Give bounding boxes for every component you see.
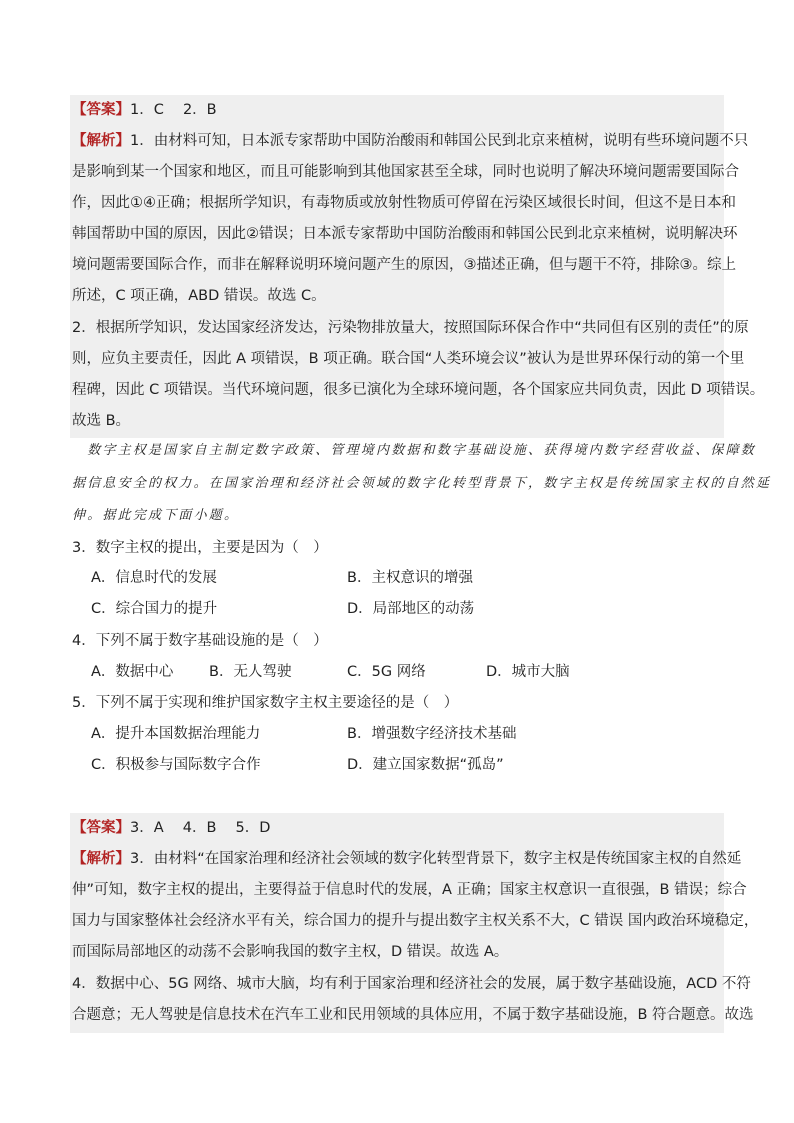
question-4-option-d: D．城市大脑 (486, 664, 570, 680)
question-3-stem: 3．数字主权的提出，主要是因为（ ） (72, 540, 328, 556)
preface-line: 伸。据此完成下面小题。 (72, 508, 240, 523)
answer-text: 3．A 4．B 5．D (130, 820, 271, 836)
question-5-option-c: C．积极参与国际数字合作 (91, 757, 261, 773)
preface-line: 数字主权是国家自主制定数字政策、管理境内数据和数字基础设施、获得境内数字经营收益、保障数 (72, 443, 757, 458)
question-3-option-c: C．综合国力的提升 (91, 601, 218, 617)
analysis-line: 合题意；无人驾驶是信息技术在汽车工业和民用领域的具体应用，不属于数字基础设施，B 符合题意。故选 (72, 1007, 754, 1023)
question-4-stem: 4．下列不属于数字基础设施的是（ ） (72, 633, 328, 649)
answer-block-1 (70, 95, 765, 438)
analysis-line: 而国际局部地区的动荡不会影响我国的数字主权，D 错误。故选 A。 (72, 944, 509, 960)
analysis-line: 故选 B。 (72, 413, 131, 429)
question-5-option-a: A．提升本国数据治理能力 (91, 726, 261, 742)
answer-line-2 (72, 817, 270, 839)
analysis-line: 2．根据所学知识，发达国家经济发达，污染物排放量大，按照国际环保合作中“共同但有区别的责任”的原 (72, 320, 749, 336)
question-4-option-a: A．数据中心 (91, 664, 174, 680)
analysis-line: 是影响到某一个国家和地区，而且可能影响到其他国家甚至全球，同时也说明了解决环境问题需要国际合 (72, 164, 739, 180)
question-5-option-b: B．增强数字经济技术基础 (347, 726, 517, 742)
preface-line: 据信息安全的权力。在国家治理和经济社会领域的数字化转型背景下，数字主权是传统国家主权的自然延 (72, 476, 772, 491)
analysis-line: 所述，C 项正确，ABD 错误。故选 C。 (72, 288, 326, 304)
question-5-stem: 5．下列不属于实现和维护国家数字主权主要途径的是（ ） (72, 695, 459, 711)
analysis-line (72, 130, 748, 152)
question-5-option-d: D．建立国家数据“孤岛” (347, 757, 504, 773)
analysis-text: 1．由材料可知，日本派专家帮助中国防治酸雨和韩国公民到北京来植树，说明有些环境问题不只 (130, 133, 749, 149)
analysis-line: 程碑，因此 C 项错误。当代环境问题，很多已演化为全球环境问题，各个国家应共同负责，因此 D 项错误。 (72, 382, 765, 398)
question-4-option-b: B．无人驾驶 (209, 664, 292, 680)
answer-block-2 (70, 813, 759, 1033)
question-4-option-c: C．5G 网络 (347, 664, 426, 680)
analysis-line: 4．数据中心、5G 网络、城市大脑，均有利于国家治理和经济社会的发展，属于数字基础设施，ACD 不符 (72, 976, 751, 992)
analysis-line: 国力与国家整体社会经济水平有关，综合国力的提升与提出数字主权关系不大，C 错误 国内政治环境稳定， (72, 913, 759, 929)
analysis-line: 伸”可知，数字主权的提出，主要得益于信息时代的发展，A 正确；国家主权意识一直很强，B 错误；综合 (72, 882, 747, 898)
answer-text: 1．C 2．B (130, 102, 217, 118)
analysis-label: 【解析】 (72, 133, 130, 149)
analysis-line: 作，因此①④正确；根据所学知识，有毒物质或放射性物质可停留在污染区域很长时间，但这不是日本和 (72, 195, 736, 211)
analysis-line (72, 848, 741, 870)
analysis-text: 3．由材料“在国家治理和经济社会领域的数字化转型背景下，数字主权是传统国家主权的自然延 (130, 851, 742, 867)
question-3-option-b: B．主权意识的增强 (347, 570, 473, 586)
analysis-line: 则，应负主要责任，因此 A 项错误，B 项正确。联合国“人类环境会议”被认为是世界环保行动的第一个里 (72, 351, 745, 367)
question-3-option-d: D．局部地区的动荡 (347, 601, 475, 617)
analysis-line: 韩国帮助中国的原因，因此②错误；日本派专家帮助中国防治酸雨和韩国公民到北京来植树，说明解决环 (72, 226, 738, 242)
analysis-line: 境问题需要国际合作，而非在解释说明环境问题产生的原因，③描述正确，但与题干不符，排除③。综上 (72, 257, 736, 273)
answer-line-1 (72, 99, 217, 121)
question-3-option-a: A．信息时代的发展 (91, 570, 217, 586)
answer-label: 【答案】 (72, 102, 130, 118)
analysis-label: 【解析】 (72, 851, 130, 867)
preface-passage (72, 440, 772, 536)
answer-label: 【答案】 (72, 820, 130, 836)
